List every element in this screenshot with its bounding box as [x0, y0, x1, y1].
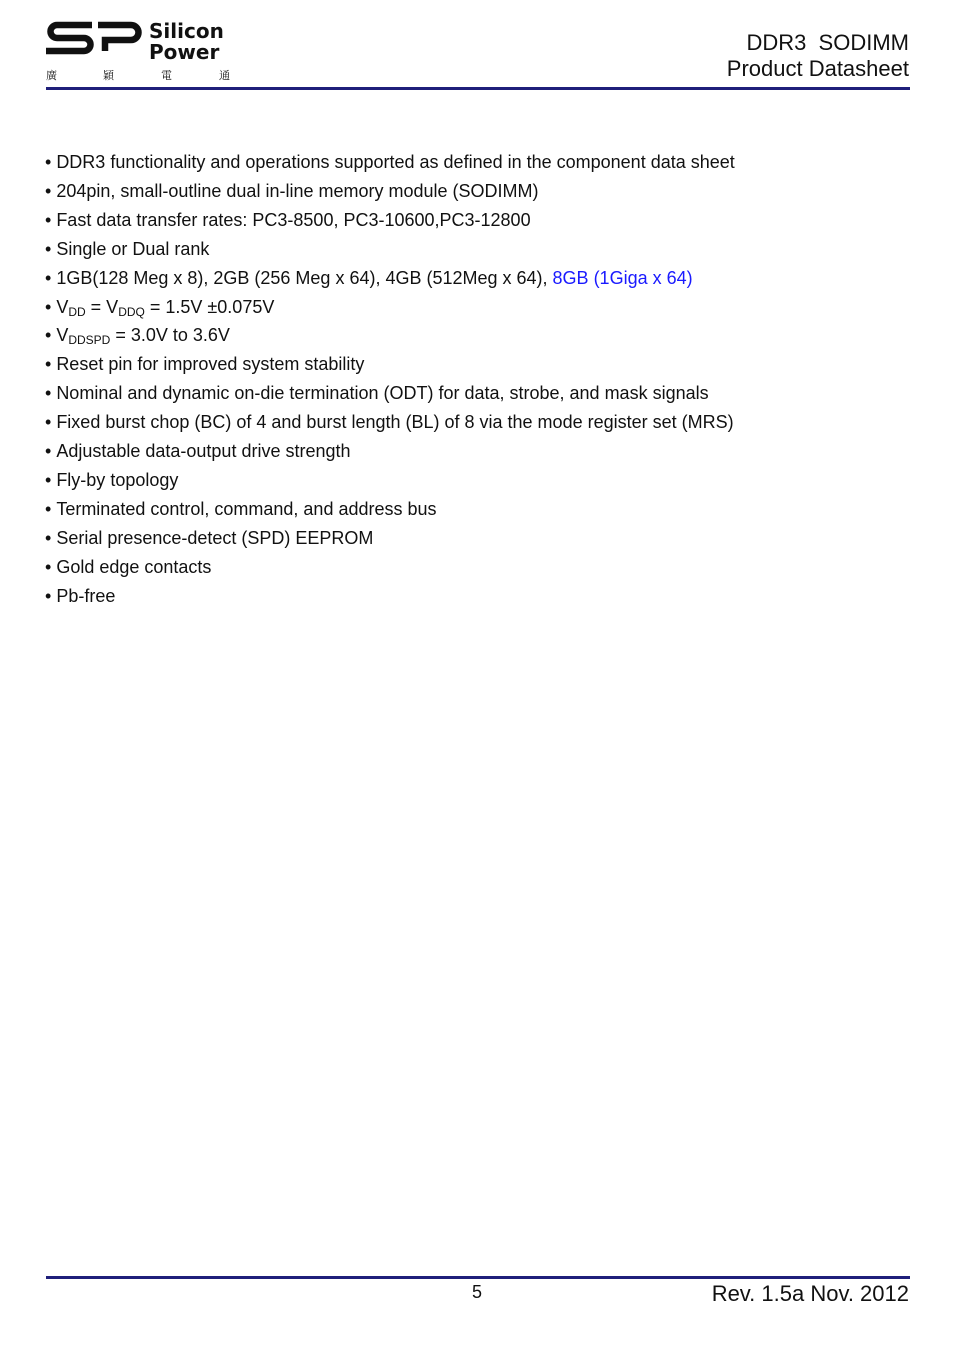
vddq-subscript: DDQ	[118, 304, 145, 319]
vddspd-symbol: V	[56, 325, 69, 346]
vddq-symbol: = V	[85, 296, 119, 317]
features-list	[45, 148, 735, 611]
feature-item-vdd	[45, 293, 735, 322]
feature-item-vddspd	[45, 321, 735, 350]
page-number: 5	[471, 1282, 482, 1302]
feature-item: • Terminated control, command, and address bus	[45, 495, 735, 524]
feature-item: • Single or Dual rank	[45, 235, 735, 264]
vddspd-value: = 3.0V to 3.6V	[110, 325, 230, 346]
capacity-8gb: 8GB (1Giga x 64)	[552, 267, 693, 288]
feature-item: • Gold edge contacts	[45, 553, 735, 582]
header-rule	[46, 87, 910, 90]
vdd-symbol: V	[56, 296, 69, 317]
feature-item: • Fast data transfer rates: PC3-8500, PC3-10600,PC3-12800	[45, 206, 735, 235]
vdd-value: = 1.5V ±0.075V	[144, 296, 275, 317]
feature-item: • Nominal and dynamic on-die termination (ODT) for data, strobe, and mask signals	[45, 379, 735, 408]
feature-item: • Serial presence-detect (SPD) EEPROM	[45, 524, 735, 553]
title-doctype: Product Datasheet	[726, 56, 909, 81]
capacity-list: 1GB(128 Meg x 8), 2GB (256 Meg x 64), 4GB (512Meg x 64),	[56, 267, 553, 288]
feature-item: • Pb-free	[45, 582, 735, 611]
svg-text:廣: 廣	[46, 69, 57, 82]
feature-item: • 204pin, small-outline dual in-line memory module (SODIMM)	[45, 177, 735, 206]
footer-rule	[46, 1276, 910, 1279]
feature-item: • Adjustable data-output drive strength	[45, 437, 735, 466]
svg-text:Silicon: Silicon	[149, 19, 224, 43]
silicon-power-logo	[46, 16, 236, 86]
feature-item: • Reset pin for improved system stability	[45, 350, 735, 379]
vdd-subscript: DD	[68, 304, 86, 319]
feature-item: • Fly-by topology	[45, 466, 735, 495]
svg-text:Power: Power	[149, 40, 220, 64]
feature-item: • Fixed burst chop (BC) of 4 and burst length (BL) of 8 via the mode register set (MRS)	[45, 408, 735, 437]
svg-text:電: 電	[161, 69, 172, 82]
svg-text:通: 通	[219, 69, 230, 82]
document-title	[727, 30, 909, 82]
vddspd-subscript: DDSPD	[68, 333, 111, 348]
feature-item-capacities	[45, 264, 735, 293]
feature-item: • DDR3 functionality and operations supported as defined in the component data sheet	[45, 148, 735, 177]
revision-label: Rev. 1.5a Nov. 2012	[711, 1281, 909, 1306]
svg-text:穎: 穎	[103, 69, 114, 82]
title-product: DDR3 SODIMM	[746, 30, 909, 55]
